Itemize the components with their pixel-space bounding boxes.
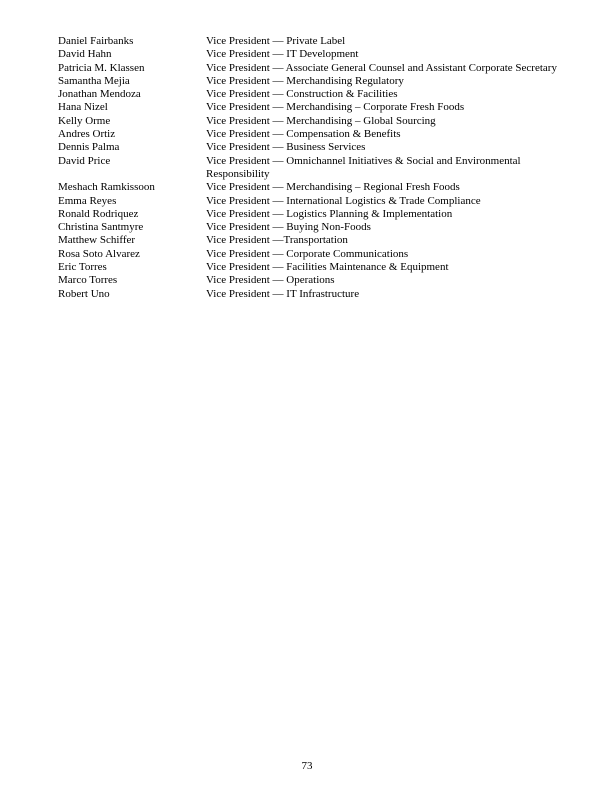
officer-title-line: Vice President — IT Development — [206, 48, 359, 61]
officer-title — [206, 128, 401, 141]
page-number: 73 — [301, 760, 313, 772]
officer-row — [58, 62, 557, 75]
officer-list — [58, 35, 557, 301]
officer-title — [206, 181, 460, 194]
officer-row — [58, 288, 557, 301]
officer-title — [206, 274, 335, 287]
officer-row — [58, 141, 557, 154]
officer-row — [58, 101, 557, 114]
officer-title — [206, 88, 398, 101]
officer-title-line: Vice President — Merchandising – Corporate Fresh Foods — [206, 101, 465, 114]
officer-row — [58, 155, 557, 182]
officer-title-line: Vice President — Operations — [206, 274, 335, 287]
officer-title-line: Vice President — Facilities Maintenance & Equipment — [206, 261, 449, 274]
officer-title — [206, 195, 481, 208]
officer-title — [206, 288, 359, 301]
officer-title-line: Vice President — Omnichannel Initiatives & Social and Environmental — [206, 154, 521, 167]
officer-name: Matthew Schiffer — [58, 234, 136, 247]
officer-title — [206, 208, 452, 221]
officer-title-line: Vice President — IT Infrastructure — [206, 287, 360, 300]
officer-row — [58, 181, 557, 194]
officer-name: Rosa Soto Alvarez — [58, 247, 140, 260]
officer-row — [58, 261, 557, 274]
officer-name: David Price — [58, 154, 111, 167]
officer-name: Meshach Ramkissoon — [58, 181, 155, 194]
officer-row — [58, 274, 557, 287]
officer-row — [58, 248, 557, 261]
officer-row — [58, 88, 557, 101]
officer-title — [206, 35, 345, 48]
officer-name: David Hahn — [58, 48, 112, 61]
officer-title — [206, 75, 404, 88]
officer-title — [206, 261, 449, 274]
officer-row — [58, 48, 557, 61]
officer-title-line: Vice President —Transportation — [206, 234, 348, 247]
officer-name: Dennis Palma — [58, 141, 120, 154]
officer-name: Robert Uno — [58, 287, 110, 300]
officer-name: Emma Reyes — [58, 194, 117, 207]
officer-row — [58, 128, 557, 141]
officer-title-line: Vice President — Private Label — [206, 35, 346, 47]
officer-title — [206, 155, 521, 182]
officer-title — [206, 234, 348, 247]
officer-title — [206, 248, 408, 261]
officer-title-line: Vice President — Buying Non-Foods — [206, 221, 371, 234]
officer-title-line: Vice President — International Logistics & Trade Compliance — [206, 194, 481, 207]
officer-name: Patricia M. Klassen — [58, 61, 145, 74]
officer-name: Marco Torres — [58, 274, 118, 287]
officer-title-line: Vice President — Compensation & Benefits — [206, 128, 401, 141]
officer-title — [206, 221, 371, 234]
officer-name: Daniel Fairbanks — [58, 35, 134, 47]
officer-title-line: Vice President — Construction & Facilities — [206, 88, 398, 101]
officer-title-line: Vice President — Merchandising – Global Sourcing — [206, 114, 436, 127]
officer-name: Kelly Orme — [58, 114, 111, 127]
officer-title — [206, 141, 365, 154]
officer-row — [58, 221, 557, 234]
officer-name: Hana Nizel — [58, 101, 108, 114]
officer-title-line: Vice President — Merchandising – Regional Fresh Foods — [206, 181, 460, 194]
officer-name: Eric Torres — [58, 261, 107, 274]
officer-row — [58, 35, 557, 48]
officer-title-line: Responsibility — [206, 167, 270, 180]
officer-title — [206, 115, 436, 128]
officer-name: Christina Santmyre — [58, 221, 144, 234]
officer-row — [58, 75, 557, 88]
officer-title-line: Vice President — Business Services — [206, 141, 366, 154]
officer-row — [58, 234, 557, 247]
officer-name: Jonathan Mendoza — [58, 88, 141, 101]
officer-name: Andres Ortiz — [58, 128, 116, 141]
officer-title — [206, 48, 359, 61]
officer-row — [58, 208, 557, 221]
officer-title — [206, 62, 557, 75]
officer-title-line: Vice President — Logistics Planning & Implementation — [206, 207, 453, 220]
officer-title-line: Vice President — Corporate Communications — [206, 247, 409, 260]
officer-row — [58, 115, 557, 128]
officer-name: Ronald Rodriquez — [58, 207, 139, 220]
officer-title — [206, 101, 464, 114]
officer-title-line: Vice President — Associate General Counsel and Assistant Corporate Secretary — [206, 61, 557, 74]
officer-title-line: Vice President — Merchandising Regulatory — [206, 74, 404, 87]
officer-row — [58, 195, 557, 208]
officer-name: Samantha Mejia — [58, 74, 130, 87]
